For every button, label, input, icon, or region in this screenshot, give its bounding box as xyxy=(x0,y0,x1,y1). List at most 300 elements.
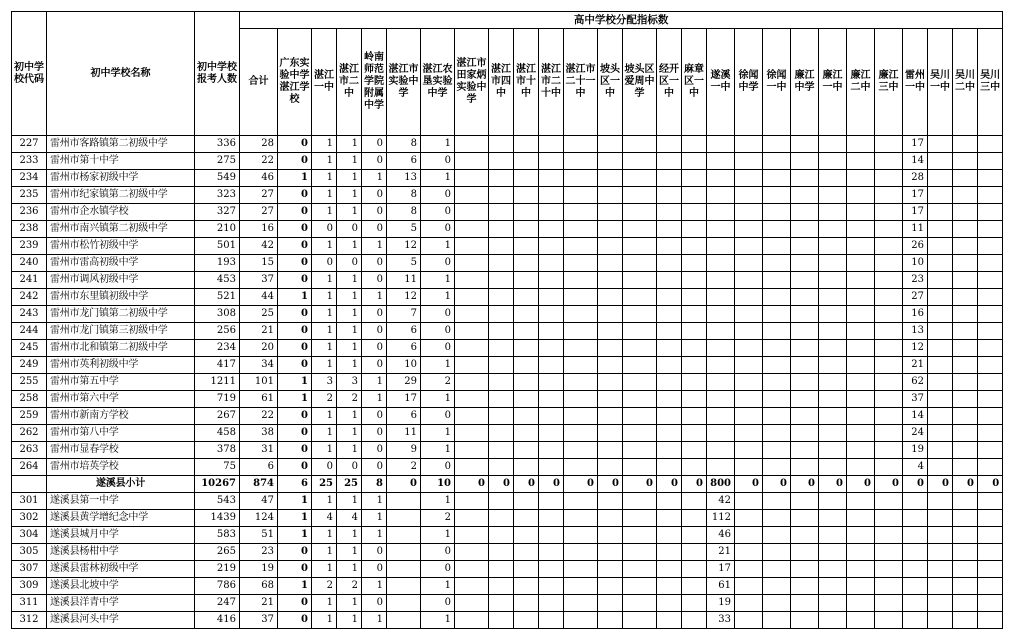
cell-quota xyxy=(847,289,875,306)
cell-total: 27 xyxy=(240,204,278,221)
cell-quota xyxy=(539,272,564,289)
cell-quota xyxy=(657,459,682,476)
cell-quota: 1 xyxy=(312,153,337,170)
cell-quota xyxy=(763,238,791,255)
cell-school-code: 311 xyxy=(12,595,47,612)
cell-quota xyxy=(623,374,657,391)
cell-quota xyxy=(682,442,707,459)
cell-quota xyxy=(953,238,978,255)
cell-quota xyxy=(657,153,682,170)
cell-quota xyxy=(682,391,707,408)
cell-quota xyxy=(598,255,623,272)
cell-quota xyxy=(763,544,791,561)
cell-quota: 1 xyxy=(312,238,337,255)
cell-quota xyxy=(539,289,564,306)
table-row xyxy=(12,408,1003,425)
cell-quota: 0 xyxy=(362,544,387,561)
cell-quota xyxy=(847,272,875,289)
cell-quota xyxy=(847,340,875,357)
cell-quota xyxy=(623,289,657,306)
cell-quota xyxy=(763,153,791,170)
cell-quota: 1 xyxy=(278,374,312,391)
cell-quota xyxy=(707,391,735,408)
cell-quota xyxy=(953,544,978,561)
cell-quota xyxy=(875,357,903,374)
cell-quota: 1 xyxy=(312,289,337,306)
cell-quota xyxy=(455,153,489,170)
cell-quota xyxy=(953,306,978,323)
cell-quota xyxy=(953,510,978,527)
cell-quota: 17 xyxy=(903,204,928,221)
cell-quota xyxy=(682,136,707,153)
cell-quota: 3 xyxy=(312,374,337,391)
cell-quota xyxy=(489,136,514,153)
cell-quota xyxy=(657,340,682,357)
cell-quota xyxy=(875,289,903,306)
cell-quota xyxy=(847,357,875,374)
cell-quota xyxy=(489,255,514,272)
cell-quota xyxy=(875,187,903,204)
cell-quota xyxy=(819,442,847,459)
table-row xyxy=(12,612,1003,629)
cell-quota: 0 xyxy=(362,340,387,357)
cell-quota xyxy=(819,357,847,374)
cell-school-code: 307 xyxy=(12,561,47,578)
cell-quota xyxy=(953,170,978,187)
cell-quota xyxy=(564,272,598,289)
cell-enroll-count: 219 xyxy=(195,561,240,578)
cell-school-code: 264 xyxy=(12,459,47,476)
subtotal-row xyxy=(12,476,1003,493)
cell-quota xyxy=(539,595,564,612)
cell-quota xyxy=(455,391,489,408)
cell-quota xyxy=(657,187,682,204)
cell-quota xyxy=(928,425,953,442)
cell-quota xyxy=(847,204,875,221)
cell-quota xyxy=(735,340,763,357)
cell-quota xyxy=(763,272,791,289)
cell-quota xyxy=(489,408,514,425)
cell-quota: 17 xyxy=(707,561,735,578)
cell-school-name: 遂溪县雷林初级中学 xyxy=(47,561,195,578)
cell-quota: 0 xyxy=(278,561,312,578)
header-school-0: 广东实验中学湛江学校 xyxy=(278,29,312,136)
cell-quota xyxy=(564,357,598,374)
cell-quota: 0 xyxy=(421,221,455,238)
table-row xyxy=(12,153,1003,170)
cell-quota xyxy=(735,510,763,527)
cell-quota xyxy=(623,561,657,578)
cell-quota xyxy=(819,595,847,612)
cell-quota: 0 xyxy=(735,476,763,493)
cell-quota xyxy=(875,238,903,255)
cell-quota xyxy=(928,136,953,153)
cell-quota: 1 xyxy=(421,238,455,255)
cell-quota xyxy=(847,527,875,544)
cell-quota xyxy=(598,153,623,170)
cell-quota xyxy=(682,289,707,306)
cell-quota xyxy=(489,187,514,204)
cell-quota xyxy=(707,357,735,374)
cell-quota: 1 xyxy=(312,527,337,544)
cell-quota: 0 xyxy=(421,544,455,561)
cell-quota xyxy=(564,170,598,187)
cell-quota xyxy=(735,187,763,204)
cell-total: 42 xyxy=(240,238,278,255)
cell-quota: 0 xyxy=(421,323,455,340)
cell-quota xyxy=(791,578,819,595)
cell-quota xyxy=(978,289,1003,306)
header-school-24: 吴川二中 xyxy=(953,29,978,136)
cell-quota xyxy=(707,374,735,391)
table-row xyxy=(12,306,1003,323)
cell-total: 68 xyxy=(240,578,278,595)
cell-quota xyxy=(819,527,847,544)
cell-quota xyxy=(514,561,539,578)
header-school-19: 廉江一中 xyxy=(819,29,847,136)
cell-quota xyxy=(953,374,978,391)
cell-quota: 0 xyxy=(564,476,598,493)
cell-quota xyxy=(953,272,978,289)
cell-total: 21 xyxy=(240,323,278,340)
cell-quota xyxy=(903,527,928,544)
cell-quota xyxy=(455,493,489,510)
table-row xyxy=(12,391,1003,408)
cell-quota: 1 xyxy=(337,544,362,561)
cell-quota xyxy=(682,187,707,204)
cell-quota xyxy=(657,255,682,272)
cell-quota: 12 xyxy=(387,289,421,306)
cell-quota xyxy=(791,170,819,187)
cell-quota xyxy=(489,238,514,255)
cell-quota xyxy=(514,187,539,204)
cell-total: 20 xyxy=(240,340,278,357)
cell-quota: 0 xyxy=(362,153,387,170)
cell-quota: 1 xyxy=(421,527,455,544)
cell-quota: 17 xyxy=(387,391,421,408)
header-school-1: 湛江一中 xyxy=(312,29,337,136)
cell-quota xyxy=(598,187,623,204)
cell-quota xyxy=(978,238,1003,255)
cell-quota xyxy=(623,510,657,527)
cell-quota xyxy=(623,187,657,204)
cell-quota xyxy=(953,136,978,153)
cell-quota: 1 xyxy=(337,442,362,459)
cell-quota xyxy=(875,459,903,476)
cell-quota xyxy=(623,408,657,425)
cell-total: 28 xyxy=(240,136,278,153)
header-school-9: 湛江市二十中 xyxy=(539,29,564,136)
cell-quota xyxy=(791,255,819,272)
cell-quota xyxy=(657,578,682,595)
cell-quota xyxy=(903,544,928,561)
cell-school-code: 238 xyxy=(12,221,47,238)
cell-quota xyxy=(819,493,847,510)
cell-quota xyxy=(763,136,791,153)
cell-quota: 1 xyxy=(362,289,387,306)
cell-quota: 17 xyxy=(903,187,928,204)
cell-school-name: 遂溪县黄学增纪念中学 xyxy=(47,510,195,527)
cell-quota xyxy=(598,374,623,391)
cell-school-name: 雷州市龙门镇第三初级中学 xyxy=(47,323,195,340)
cell-enroll-count: 453 xyxy=(195,272,240,289)
cell-quota: 1 xyxy=(312,170,337,187)
cell-quota xyxy=(657,238,682,255)
cell-quota xyxy=(978,442,1003,459)
cell-quota xyxy=(657,561,682,578)
cell-quota xyxy=(623,340,657,357)
cell-quota xyxy=(387,493,421,510)
cell-quota xyxy=(598,204,623,221)
cell-total: 23 xyxy=(240,544,278,561)
cell-quota xyxy=(791,374,819,391)
cell-quota: 19 xyxy=(707,595,735,612)
cell-quota xyxy=(735,170,763,187)
cell-quota xyxy=(847,408,875,425)
cell-quota xyxy=(682,323,707,340)
header-school-15: 遂溪一中 xyxy=(707,29,735,136)
cell-quota xyxy=(682,238,707,255)
cell-quota xyxy=(707,153,735,170)
cell-quota xyxy=(564,510,598,527)
cell-quota xyxy=(953,323,978,340)
cell-quota xyxy=(514,255,539,272)
cell-quota: 0 xyxy=(362,323,387,340)
cell-quota: 0 xyxy=(953,476,978,493)
cell-quota: 28 xyxy=(903,170,928,187)
cell-quota: 21 xyxy=(707,544,735,561)
cell-quota: 1 xyxy=(278,289,312,306)
cell-school-code: 239 xyxy=(12,238,47,255)
cell-quota xyxy=(819,510,847,527)
cell-quota xyxy=(953,493,978,510)
cell-quota xyxy=(928,221,953,238)
cell-enroll-count: 501 xyxy=(195,238,240,255)
cell-quota: 8 xyxy=(387,136,421,153)
cell-quota xyxy=(847,561,875,578)
cell-quota: 6 xyxy=(387,323,421,340)
cell-quota xyxy=(735,493,763,510)
cell-quota xyxy=(598,425,623,442)
cell-school-name: 雷州市南兴镇第二初级中学 xyxy=(47,221,195,238)
cell-quota xyxy=(953,357,978,374)
cell-quota xyxy=(564,238,598,255)
cell-quota xyxy=(707,170,735,187)
cell-quota xyxy=(735,595,763,612)
cell-quota xyxy=(847,306,875,323)
cell-quota xyxy=(928,595,953,612)
cell-quota xyxy=(791,306,819,323)
cell-quota: 2 xyxy=(387,459,421,476)
cell-quota xyxy=(455,578,489,595)
cell-quota: 0 xyxy=(421,187,455,204)
cell-quota xyxy=(657,221,682,238)
table-row xyxy=(12,442,1003,459)
cell-quota xyxy=(928,357,953,374)
cell-quota xyxy=(875,527,903,544)
cell-quota xyxy=(387,544,421,561)
cell-quota: 1 xyxy=(337,595,362,612)
cell-school-name: 雷州市第八中学 xyxy=(47,425,195,442)
cell-quota xyxy=(903,561,928,578)
cell-school-name: 遂溪县北坡中学 xyxy=(47,578,195,595)
cell-quota: 1 xyxy=(421,136,455,153)
cell-total: 47 xyxy=(240,493,278,510)
cell-quota xyxy=(455,425,489,442)
cell-quota xyxy=(791,493,819,510)
cell-quota: 1 xyxy=(278,578,312,595)
cell-quota: 10 xyxy=(903,255,928,272)
cell-quota xyxy=(455,612,489,629)
cell-quota: 112 xyxy=(707,510,735,527)
cell-enroll-count: 521 xyxy=(195,289,240,306)
cell-quota xyxy=(928,544,953,561)
cell-quota: 6 xyxy=(387,408,421,425)
header-school-16: 徐闻中学 xyxy=(735,29,763,136)
cell-quota xyxy=(875,612,903,629)
cell-quota xyxy=(847,510,875,527)
cell-quota xyxy=(875,374,903,391)
cell-total: 27 xyxy=(240,187,278,204)
cell-quota xyxy=(763,595,791,612)
cell-quota xyxy=(657,136,682,153)
cell-quota: 0 xyxy=(278,459,312,476)
cell-quota: 14 xyxy=(903,153,928,170)
cell-quota xyxy=(564,204,598,221)
cell-quota xyxy=(847,595,875,612)
cell-quota xyxy=(455,221,489,238)
cell-quota xyxy=(489,510,514,527)
cell-quota xyxy=(514,221,539,238)
cell-quota xyxy=(847,238,875,255)
cell-quota xyxy=(455,357,489,374)
cell-school-code: 301 xyxy=(12,493,47,510)
cell-school-code: 302 xyxy=(12,510,47,527)
header-school-20: 廉江二中 xyxy=(847,29,875,136)
cell-quota: 0 xyxy=(362,442,387,459)
cell-quota xyxy=(489,442,514,459)
cell-enroll-count: 417 xyxy=(195,357,240,374)
cell-quota: 1 xyxy=(362,374,387,391)
cell-quota xyxy=(978,578,1003,595)
cell-quota xyxy=(539,187,564,204)
cell-quota: 0 xyxy=(539,476,564,493)
table-row xyxy=(12,204,1003,221)
table-row xyxy=(12,493,1003,510)
cell-quota: 0 xyxy=(278,272,312,289)
cell-quota: 0 xyxy=(847,476,875,493)
cell-quota xyxy=(819,187,847,204)
cell-total: 61 xyxy=(240,391,278,408)
cell-quota: 6 xyxy=(387,340,421,357)
cell-quota xyxy=(735,459,763,476)
cell-quota xyxy=(763,374,791,391)
cell-quota xyxy=(707,442,735,459)
cell-school-name: 雷州市北和镇第二初级中学 xyxy=(47,340,195,357)
cell-quota xyxy=(564,391,598,408)
cell-quota xyxy=(489,391,514,408)
cell-quota xyxy=(735,204,763,221)
cell-quota: 4 xyxy=(337,510,362,527)
cell-quota xyxy=(564,408,598,425)
cell-quota xyxy=(564,221,598,238)
cell-quota: 0 xyxy=(362,408,387,425)
cell-quota: 0 xyxy=(278,612,312,629)
cell-quota: 1 xyxy=(421,578,455,595)
cell-quota xyxy=(657,544,682,561)
cell-quota xyxy=(707,204,735,221)
cell-quota xyxy=(682,612,707,629)
cell-enroll-count: 308 xyxy=(195,306,240,323)
cell-quota: 1 xyxy=(337,153,362,170)
header-school-7: 湛江市四中 xyxy=(489,29,514,136)
cell-quota xyxy=(623,323,657,340)
cell-quota: 1 xyxy=(312,187,337,204)
cell-quota xyxy=(928,238,953,255)
cell-quota xyxy=(791,612,819,629)
cell-quota xyxy=(847,578,875,595)
cell-quota: 1 xyxy=(312,442,337,459)
cell-quota xyxy=(682,544,707,561)
cell-quota xyxy=(735,272,763,289)
cell-quota xyxy=(514,323,539,340)
table-row xyxy=(12,357,1003,374)
cell-quota: 0 xyxy=(312,459,337,476)
cell-quota xyxy=(564,459,598,476)
cell-enroll-count: 336 xyxy=(195,136,240,153)
cell-quota xyxy=(978,323,1003,340)
cell-quota: 5 xyxy=(387,255,421,272)
cell-quota: 0 xyxy=(278,357,312,374)
cell-quota: 11 xyxy=(903,221,928,238)
header-school-17: 徐闻一中 xyxy=(763,29,791,136)
cell-quota xyxy=(598,357,623,374)
cell-quota: 1 xyxy=(278,391,312,408)
cell-quota xyxy=(791,204,819,221)
cell-quota xyxy=(735,408,763,425)
cell-quota xyxy=(657,510,682,527)
cell-quota xyxy=(598,595,623,612)
cell-quota: 0 xyxy=(337,459,362,476)
cell-quota xyxy=(763,323,791,340)
cell-quota xyxy=(514,391,539,408)
cell-quota xyxy=(763,289,791,306)
cell-school-name: 遂溪县洋青中学 xyxy=(47,595,195,612)
cell-enroll-count: 10267 xyxy=(195,476,240,493)
cell-quota xyxy=(707,272,735,289)
cell-quota: 24 xyxy=(903,425,928,442)
cell-quota xyxy=(514,510,539,527)
cell-quota xyxy=(387,561,421,578)
cell-quota xyxy=(564,612,598,629)
cell-quota: 61 xyxy=(707,578,735,595)
cell-quota xyxy=(735,391,763,408)
cell-quota xyxy=(928,612,953,629)
cell-quota xyxy=(514,612,539,629)
cell-school-code: 227 xyxy=(12,136,47,153)
cell-quota xyxy=(682,272,707,289)
cell-quota xyxy=(978,493,1003,510)
header-school-5: 湛江农垦实验中学 xyxy=(421,29,455,136)
cell-quota: 0 xyxy=(362,204,387,221)
cell-school-name: 遂溪县河头中学 xyxy=(47,612,195,629)
cell-quota xyxy=(657,408,682,425)
table-row xyxy=(12,527,1003,544)
cell-total: 46 xyxy=(240,170,278,187)
cell-quota: 42 xyxy=(707,493,735,510)
cell-school-code: 263 xyxy=(12,442,47,459)
cell-quota xyxy=(763,187,791,204)
